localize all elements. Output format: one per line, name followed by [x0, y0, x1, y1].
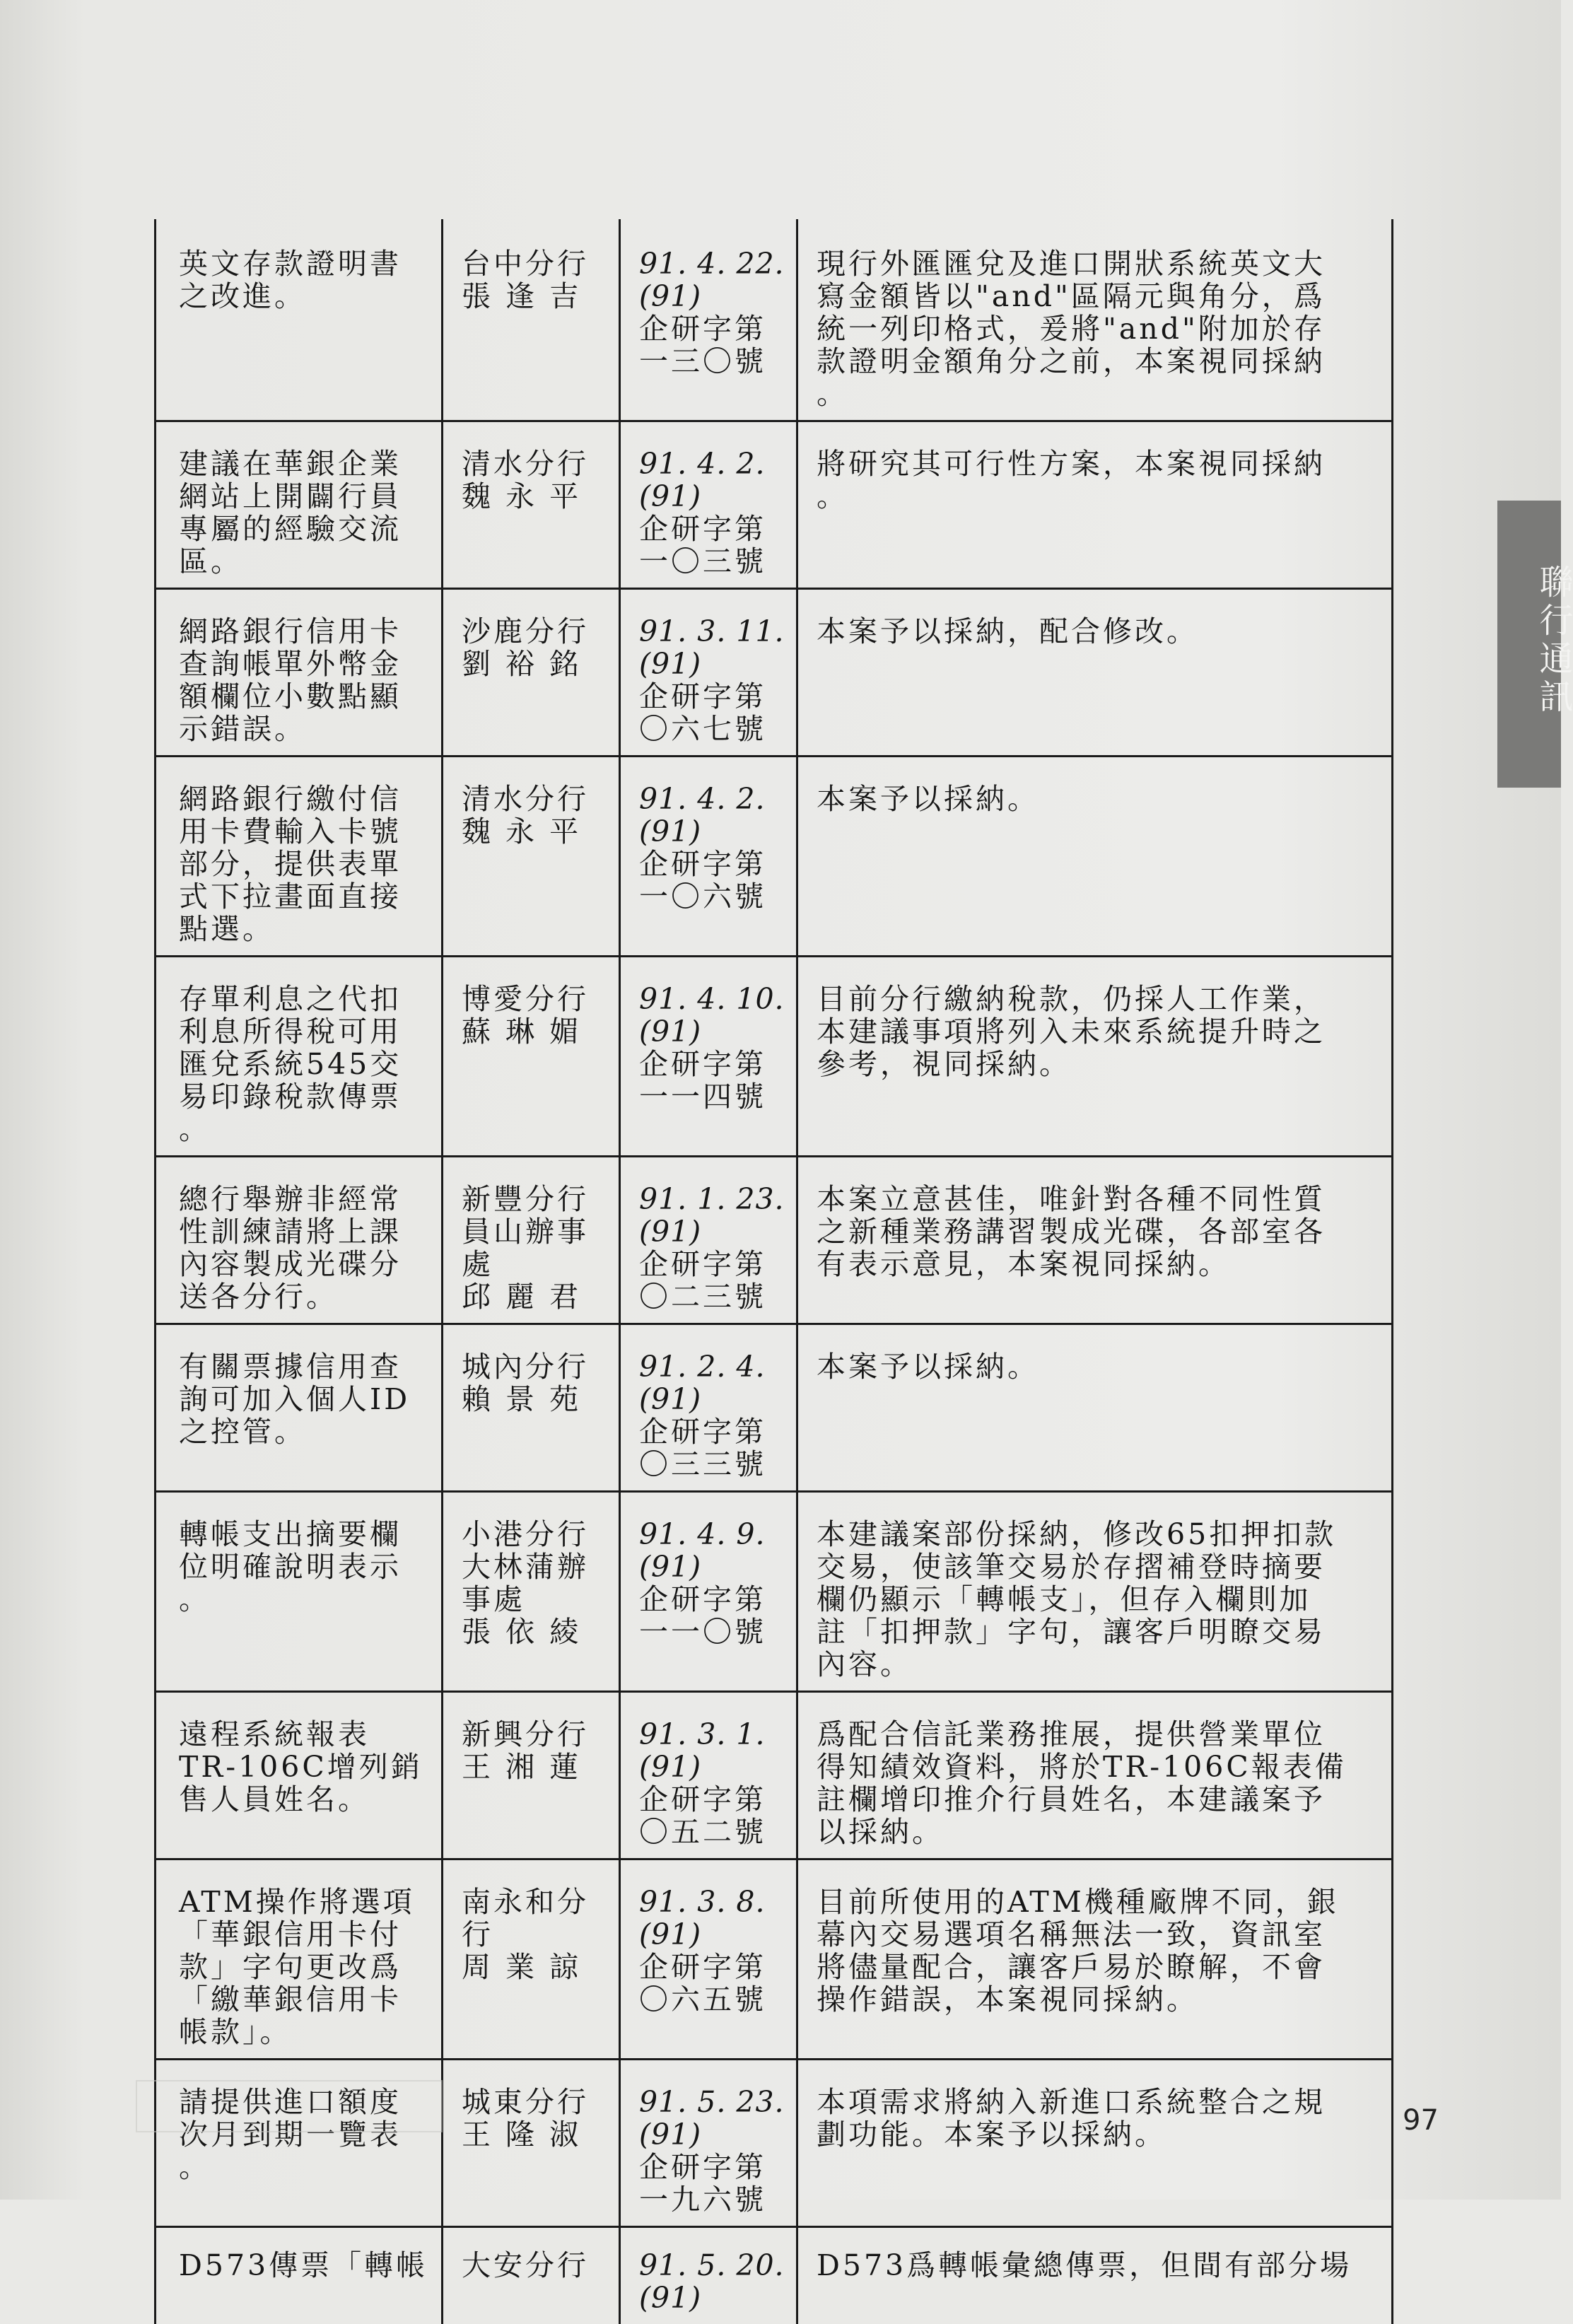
- date-cell: [620, 219, 797, 421]
- date-cell: [620, 2227, 797, 2324]
- date-line: 91. 5. 20.(91): [639, 2248, 785, 2315]
- ref-line: 企研字第 〇六七號: [639, 679, 766, 746]
- date-cell: [620, 957, 797, 1157]
- table-row: [156, 421, 1393, 589]
- subject-cell: 網路銀行信用卡 查詢帳單外幣金 額欄位小數點顯 示錯誤。: [156, 589, 443, 757]
- date-cell: [620, 589, 797, 757]
- subject-cell: 建議在華銀企業 網站上開闢行員 專屬的經驗交流 區。: [156, 421, 443, 589]
- result-cell: 本項需求將納入新進口系統整合之規 劃功能。本案予以採納。: [797, 2060, 1393, 2227]
- ref-line: 企研字第 一一四號: [639, 1047, 766, 1114]
- ref-line: 企研字第 一〇三號: [639, 512, 766, 578]
- unit-cell: 南永和分 行 周 業 諒: [443, 1859, 620, 2060]
- ref-line: 企研字第 一三〇號: [639, 312, 766, 378]
- table-row: [156, 1324, 1393, 1492]
- unit-cell: 城內分行 賴 景 苑: [443, 1324, 620, 1492]
- result-cell: 現行外匯匯兌及進口開狀系統英文大 寫金額皆以"and"區隔元與角分，爲 統一列印格式，爰將"and"附加於存 款證明金額角分之前，本案視同採納 。: [797, 219, 1393, 421]
- result-cell: D573爲轉帳彙總傳票，但間有部分場: [797, 2227, 1393, 2324]
- date-line: 91. 5. 23.(91): [639, 2085, 785, 2151]
- subject-cell: 有關票據信用查 詢可加入個人ID 之控管。: [156, 1324, 443, 1492]
- faded-stamp: [136, 2080, 443, 2132]
- suggestion-table-wrapper: [154, 219, 1391, 2080]
- unit-cell: 新豐分行 員山辦事 處 邱 麗 君: [443, 1157, 620, 1324]
- date-cell: [620, 421, 797, 589]
- result-cell: 目前分行繳納稅款，仍採人工作業， 本建議事項將列入未來系統提升時之 參考，視同採納。: [797, 957, 1393, 1157]
- result-cell: 本建議案部份採納，修改65扣押扣款 交易，使該筆交易於存摺補登時摘要 欄仍顯示「轉帳支」，但存入欄則加 註「扣押款」字句，讓客戶明瞭交易 內容。: [797, 1492, 1393, 1692]
- table-row: [156, 757, 1393, 957]
- subject-cell: 存單利息之代扣 利息所得稅可用 匯兌系統545交 易印錄稅款傳票 。: [156, 957, 443, 1157]
- result-cell: 將研究其可行性方案，本案視同採納 。: [797, 421, 1393, 589]
- table-row: [156, 2227, 1393, 2324]
- date-cell: [620, 1157, 797, 1324]
- date-line: 91. 3. 1.(91): [639, 1717, 766, 1784]
- subject-cell: D573傳票「轉帳: [156, 2227, 443, 2324]
- date-cell: [620, 1859, 797, 2060]
- subject-cell: 遠程系統報表 TR-106C增列銷 售人員姓名。: [156, 1692, 443, 1859]
- date-line: 91. 4. 2.(91): [639, 447, 766, 513]
- date-line: 91. 4. 2.(91): [639, 782, 766, 848]
- unit-cell: 沙鹿分行 劉 裕 銘: [443, 589, 620, 757]
- unit-cell: 清水分行 魏 永 平: [443, 757, 620, 957]
- ref-line: 企研字第 一九六號: [639, 2150, 766, 2217]
- table-row: [156, 589, 1393, 757]
- unit-cell: 城東分行 王 隆 淑: [443, 2060, 620, 2227]
- suggestion-table: [154, 219, 1393, 2324]
- date-line: 91. 4. 22.(91): [639, 247, 785, 313]
- table-row: [156, 957, 1393, 1157]
- date-cell: [620, 1324, 797, 1492]
- table-row: [156, 1157, 1393, 1324]
- unit-cell: 新興分行 王 湘 蓮: [443, 1692, 620, 1859]
- table-row: [156, 1692, 1393, 1859]
- result-cell: 本案予以採納。: [797, 757, 1393, 957]
- date-cell: [620, 1692, 797, 1859]
- date-line: 91. 1. 23.(91): [639, 1182, 785, 1249]
- page-number: 97: [1403, 2104, 1439, 2137]
- result-cell: 目前所使用的ATM機種廠牌不同，銀 幕內交易選項名稱無法一致，資訊室 將儘量配合，讓客戶易於瞭解，不會 操作錯誤，本案視同採納。: [797, 1859, 1393, 2060]
- ref-line: 企研字第 一一〇號: [639, 1582, 766, 1649]
- date-cell: [620, 2060, 797, 2227]
- ref-line: 企研字第 〇六五號: [639, 1950, 766, 2016]
- section-side-tab: [1497, 501, 1561, 788]
- ref-line: 企研字第 〇二三號: [639, 1247, 766, 1314]
- subject-cell: 總行舉辦非經常 性訓練請將上課 內容製成光碟分 送各分行。: [156, 1157, 443, 1324]
- subject-cell: 網路銀行繳付信 用卡費輸入卡號 部分，提供表單 式下拉畫面直接 點選。: [156, 757, 443, 957]
- result-cell: 本案予以採納，配合修改。: [797, 589, 1393, 757]
- table-row: [156, 219, 1393, 421]
- date-cell: [620, 1492, 797, 1692]
- subject-cell: 請提供進口額度 次月到期一覽表 。: [156, 2060, 443, 2227]
- side-tab-label: 聯行通訊: [1509, 564, 1573, 717]
- ref-line: 企研字第 一〇六號: [639, 847, 766, 913]
- unit-cell: 大安分行: [443, 2227, 620, 2324]
- ref-line: 企研字第 〇三三號: [639, 1415, 766, 1481]
- unit-cell: 台中分行 張 逢 吉: [443, 219, 620, 421]
- date-line: 91. 2. 4.(91): [639, 1350, 766, 1416]
- table-row: [156, 1492, 1393, 1692]
- date-line: 91. 3. 11.(91): [639, 614, 785, 681]
- unit-cell: 小港分行 大林蒲辦 事處 張 依 綾: [443, 1492, 620, 1692]
- subject-cell: 英文存款證明書 之改進。: [156, 219, 443, 421]
- subject-cell: ATM操作將選項 「華銀信用卡付 款」字句更改爲 「繳華銀信用卡 帳款」。: [156, 1859, 443, 2060]
- date-cell: [620, 757, 797, 957]
- result-cell: 爲配合信託業務推展，提供營業單位 得知績效資料，將於TR-106C報表備 註欄增印推介行員姓名，本建議案予 以採納。: [797, 1692, 1393, 1859]
- date-line: 91. 4. 9.(91): [639, 1517, 766, 1584]
- unit-cell: 清水分行 魏 永 平: [443, 421, 620, 589]
- table-row: [156, 1859, 1393, 2060]
- date-line: 91. 4. 10.(91): [639, 982, 785, 1049]
- date-line: 91. 3. 8.(91): [639, 1885, 766, 1951]
- result-cell: 本案予以採納。: [797, 1324, 1393, 1492]
- result-cell: 本案立意甚佳，唯針對各種不同性質 之新種業務講習製成光碟，各部室各 有表示意見，本案視同採納。: [797, 1157, 1393, 1324]
- subject-cell: 轉帳支出摘要欄 位明確說明表示 。: [156, 1492, 443, 1692]
- unit-cell: 博愛分行 蘇 琳 媚: [443, 957, 620, 1157]
- ref-line: 企研字第 〇五二號: [639, 1782, 766, 1849]
